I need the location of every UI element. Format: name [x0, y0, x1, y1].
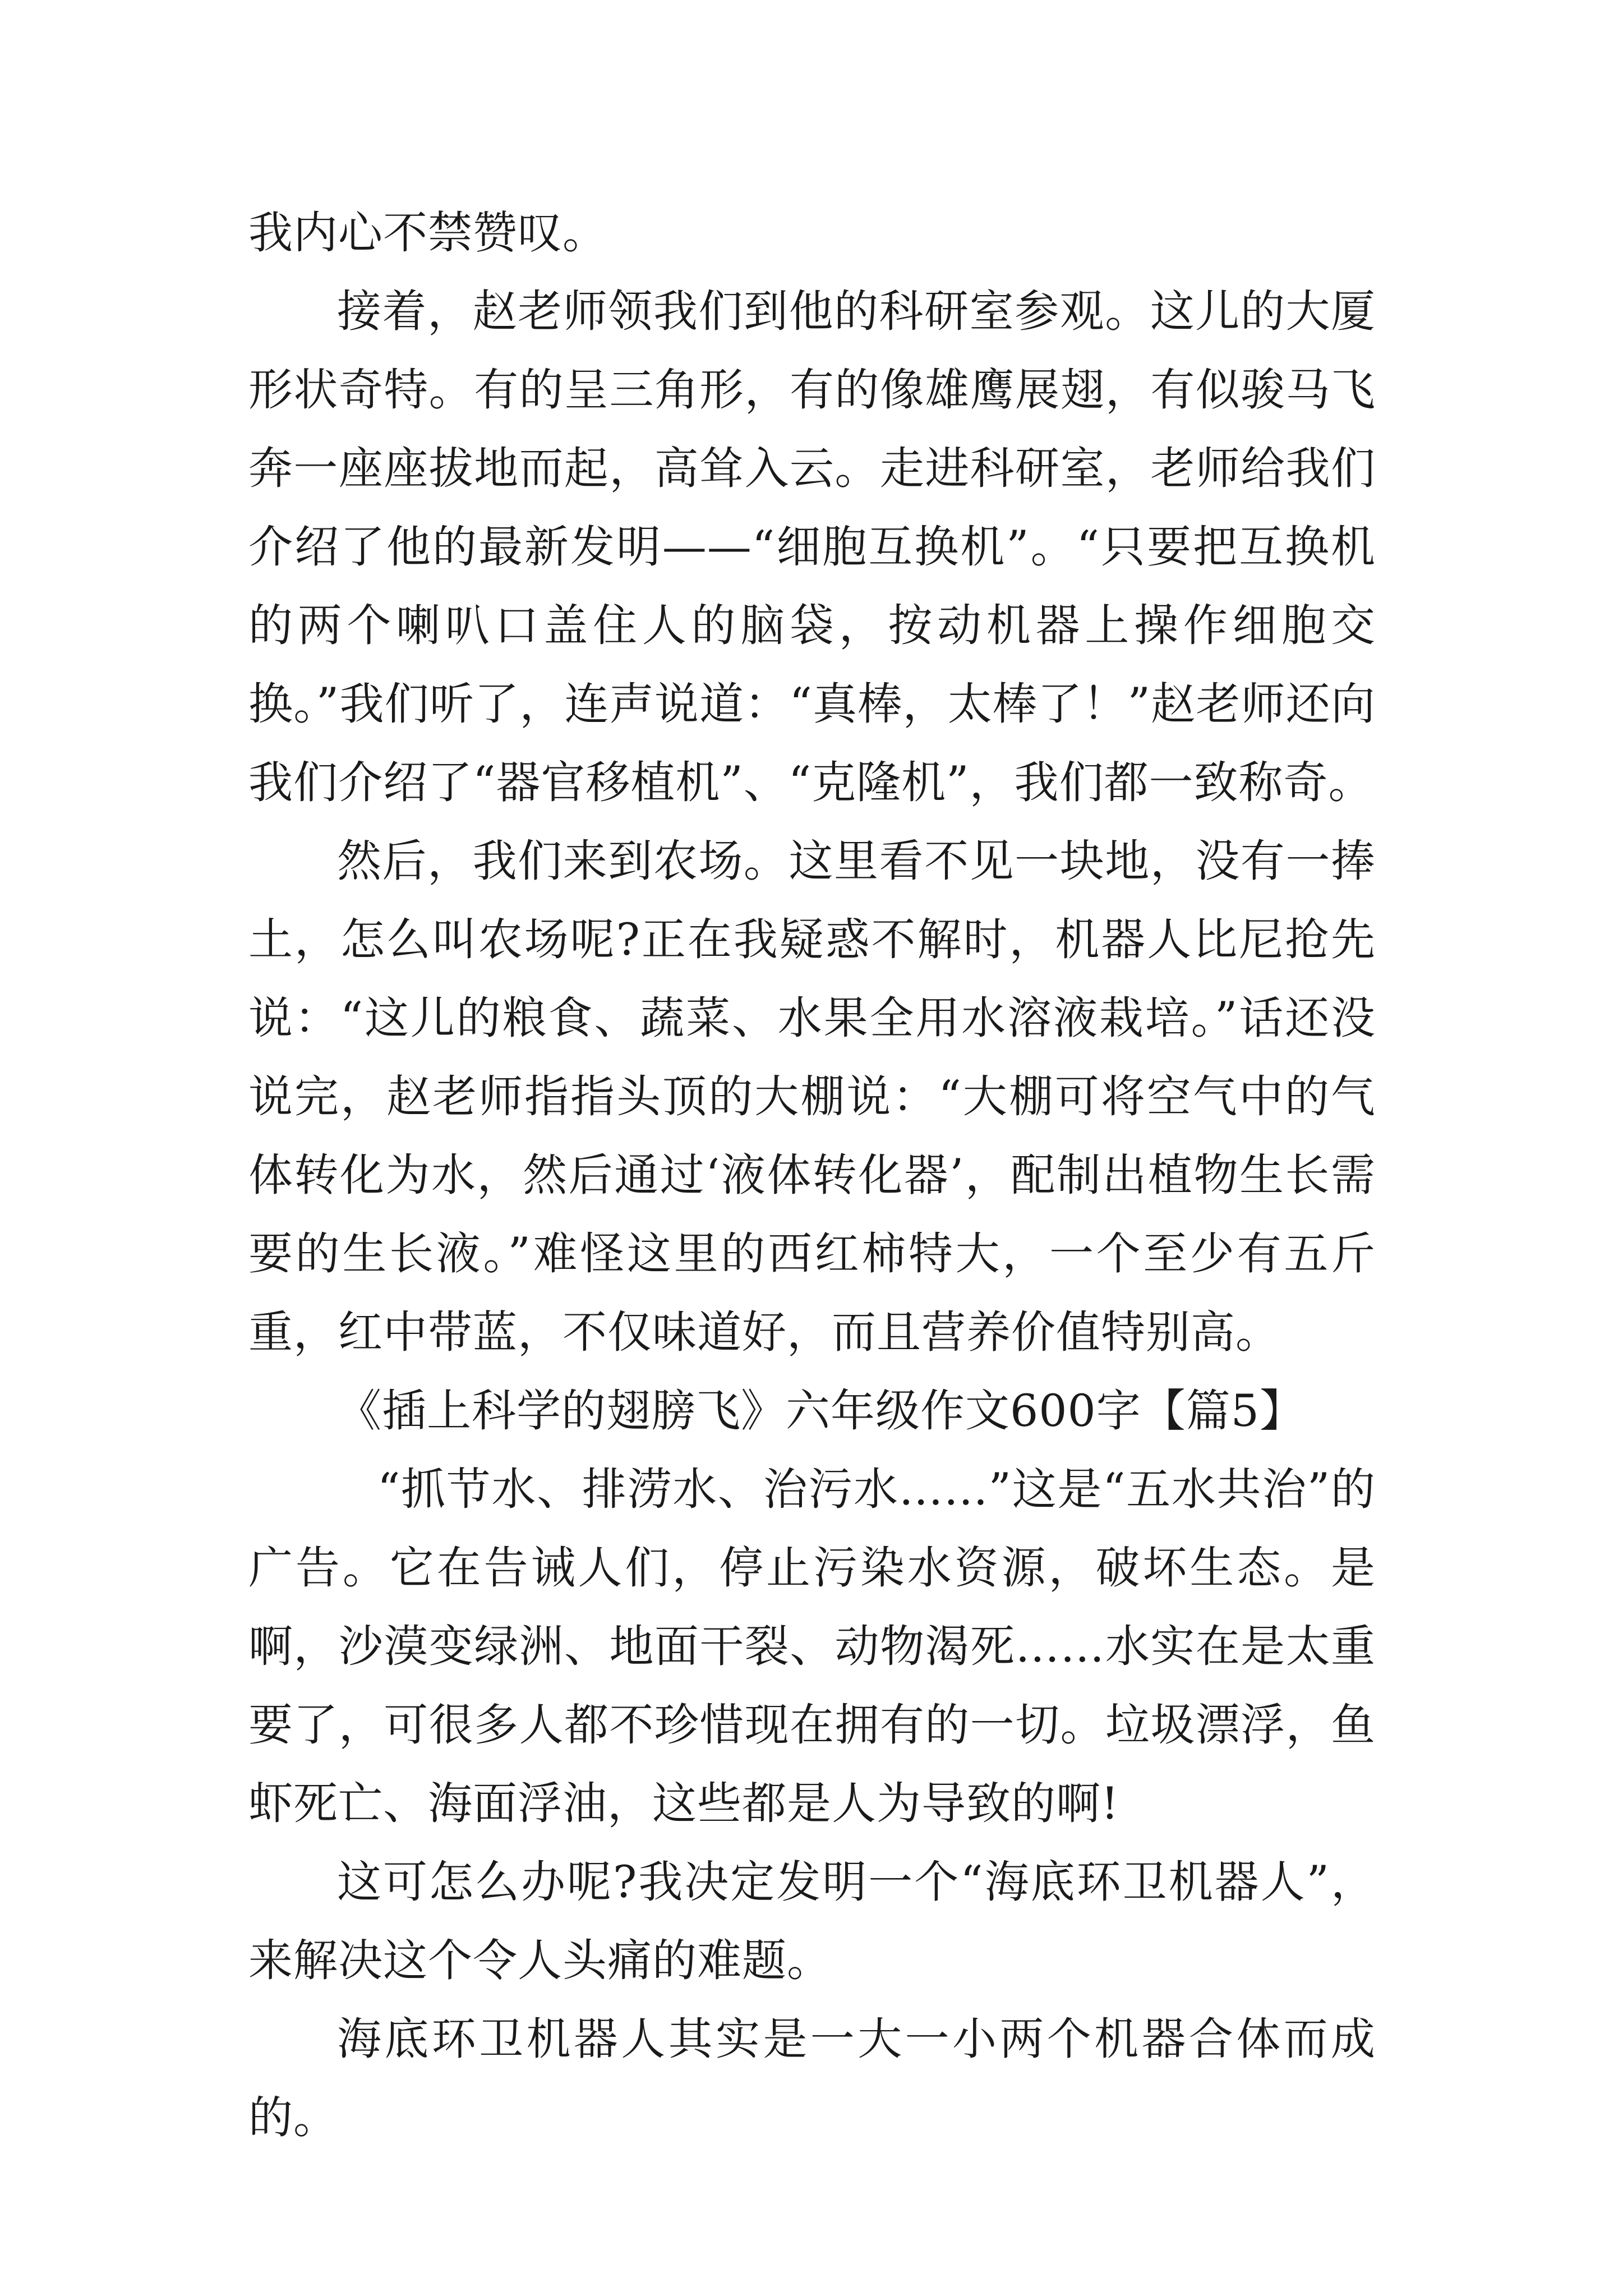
section-heading: 《插上科学的翅膀飞》六年级作文600字【篇5】 [337, 1385, 1305, 1437]
document-body [248, 194, 1376, 2157]
paragraph-1: 我内心不禁赞叹。 [248, 207, 607, 259]
paragraph-2: 接着，赵老师领我们到他的科研室参观。这儿的大厦形状奇特。有的呈三角形，有的像雄鹰展翅，有似骏马飞奔一座座拔地而起，高耸入云。走进科研室，老师给我们介绍了他的最新发明——“细胞互换机”。“只要把互换机的两个喇叭口盖住人的脑袋，按动机器上操作细胞交换。”我们听了，连声说道：“真棒，太棒了！”赵老师还向我们介绍了“器官移植机”、“克隆机”，我们都一致称奇。 [248, 286, 1376, 808]
paragraph-3: 然后，我们来到农场。这里看不见一块地，没有一捧土，怎么叫农场呢?正在我疑惑不解时，机器人比尼抢先说：“这儿的粮食、蔬菜、水果全用水溶液栽培。”话还没说完，赵老师指指头顶的大棚说：“大棚可将空气中的气体转化为水，然后通过‘液体转化器’，配制出植物生长需要的生长液。”难怪这里的西红柿特大，一个至少有五斤重，红中带蓝，不仅味道好，而且营养价值特别高。 [248, 835, 1376, 1358]
paragraph-4: “抓节水、排涝水、治污水……”这是“五水共治”的广告。它在告诫人们，停止污染水资源，破坏生态。是啊，沙漠变绿洲、地面干裂、动物渴死……水实在是太重要了，可很多人都不珍惜现在拥有的一切。垃圾漂浮，鱼虾死亡、海面浮油，这些都是人为导致的啊! [248, 1464, 1376, 1829]
paragraph-5: 这可怎么办呢?我决定发明一个“海底环卫机器人”，来解决这个令人头痛的难题。 [248, 1856, 1376, 1986]
paragraph-6: 海底环卫机器人其实是一大一小两个机器合体而成的。 [248, 2013, 1376, 2143]
